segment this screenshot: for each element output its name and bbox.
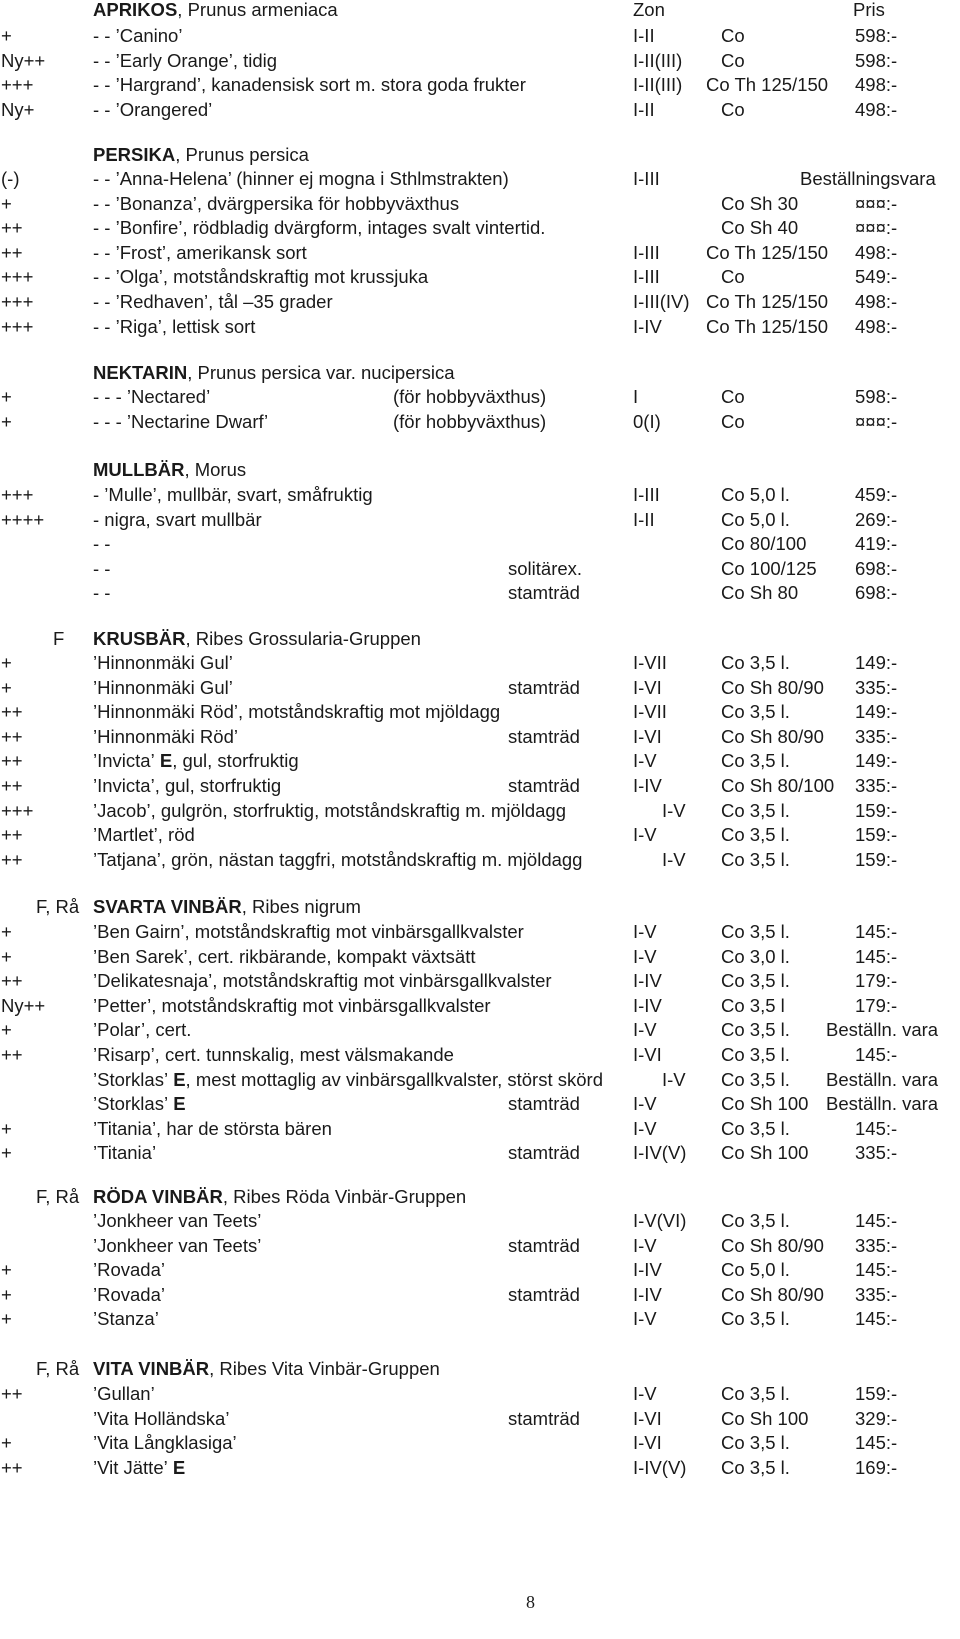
zone-value: I-IV(V) — [633, 1142, 687, 1164]
list-item — [0, 290, 960, 314]
container-size: Co 3,5 l. — [721, 1044, 790, 1065]
price: 598:- — [855, 25, 898, 46]
container-size: Co 3,5 l. — [721, 1308, 790, 1330]
price: 329:- — [855, 1407, 898, 1429]
section-title: MULLBÄR, Morus — [93, 459, 247, 480]
zone-value: I-III — [633, 266, 660, 288]
hardiness-mark: ++ — [1, 241, 23, 263]
hardiness-mark: (-) — [1, 168, 20, 189]
container-size: Co Sh 80/90 — [721, 725, 824, 747]
list-item — [0, 24, 960, 48]
zone-value: I-VI — [633, 1407, 662, 1429]
zone-value: I-III — [633, 168, 660, 189]
container-size: Co 3,5 l. — [721, 1432, 790, 1454]
hardiness-mark: + — [1, 25, 12, 46]
list-item — [0, 920, 960, 944]
list-item — [0, 1307, 960, 1331]
price: 419:- — [855, 533, 898, 555]
variety-name: - - ’Frost’, amerikansk sort — [93, 241, 307, 263]
section-prefix: F, Rå — [36, 896, 80, 917]
variety-note: stamträd — [508, 1283, 580, 1305]
variety-name: - - ’Early Orange’, tidig — [93, 49, 278, 71]
price: 335:- — [855, 725, 898, 747]
hardiness-mark: + — [1, 1019, 12, 1041]
list-item — [0, 315, 960, 339]
variety-note: solitärex. — [508, 557, 583, 579]
variety-name: ’Vita Långklasiga’ — [93, 1432, 237, 1454]
list-item — [0, 581, 960, 605]
list-item — [0, 483, 960, 507]
variety-note: stamträd — [508, 676, 580, 698]
page-number: 8 — [526, 1592, 535, 1612]
variety-name: - - ’Riga’, lettisk sort — [93, 315, 256, 337]
section-title: PERSIKA, Prunus persica — [93, 144, 309, 165]
zone-value: I-III — [633, 484, 660, 505]
zone-value: I-VI — [633, 1044, 662, 1065]
apricot-header-line — [0, 0, 960, 22]
variety-name: ’Storklas’ E — [93, 1093, 186, 1115]
zone-value: I-V(VI) — [633, 1210, 687, 1231]
section-title: RÖDA VINBÄR, Ribes Röda Vinbär-Gruppen — [93, 1186, 467, 1207]
container-size: Co Sh 80/90 — [721, 1283, 824, 1305]
variety-name: ’Petter’, motståndskraftig mot vinbärsgallkvalster — [93, 994, 491, 1016]
price: 498:- — [855, 315, 898, 337]
section-prefix: F, Rå — [36, 1186, 80, 1207]
list-item — [0, 1407, 960, 1431]
list-item — [0, 1209, 960, 1233]
list-item — [0, 557, 960, 581]
price: 145:- — [855, 945, 898, 967]
variety-note: (för hobbyväxthus) — [393, 410, 547, 432]
hardiness-mark: +++ — [1, 266, 34, 288]
variety-name: ’Storklas’ E, mest mottaglig av vinbärsgallkvalster, störst skörd — [93, 1068, 603, 1090]
variety-name: ’Tatjana’, grön, nästan taggfri, motståndskraftig m. mjöldagg — [93, 848, 583, 870]
price: Beställn. vara — [826, 1068, 939, 1090]
list-item — [0, 1283, 960, 1307]
variety-note: stamträd — [508, 1407, 580, 1429]
price: 498:- — [855, 74, 898, 96]
container-size: Co 3,5 l. — [721, 799, 790, 821]
price: 498:- — [855, 291, 898, 312]
variety-name: ’Ben Gairn’, motståndskraftig mot vinbärsgallkvalster — [93, 921, 524, 942]
hardiness-mark: Ny++ — [1, 994, 46, 1016]
price: 179:- — [855, 994, 898, 1016]
hardiness-mark: + — [1, 1432, 12, 1454]
price: 335:- — [855, 676, 898, 698]
price: 159:- — [855, 848, 898, 870]
section-header — [0, 1185, 960, 1209]
variety-name: ’Titania’ — [93, 1142, 157, 1164]
variety-note: stamträd — [508, 1142, 580, 1164]
zone-value: I-VI — [633, 1432, 662, 1454]
container-size: Co 5,0 l. — [721, 508, 790, 530]
variety-name: ’Hinnonmäki Röd’ — [93, 725, 238, 747]
variety-name: ’Jacob’, gulgrön, storfruktig, motståndskraftig m. mjöldagg — [93, 799, 566, 821]
hardiness-mark: ++ — [1, 1044, 23, 1065]
variety-name: ’Risarp’, cert. tunnskalig, mest välsmakande — [93, 1044, 454, 1065]
price: 159:- — [855, 1383, 898, 1404]
container-size: Co 3,5 l. — [721, 1210, 790, 1231]
container-size: Co 3,5 l. — [721, 848, 790, 870]
variety-name: ’Invicta’ E, gul, storfruktig — [93, 750, 299, 772]
variety-name: ’Stanza’ — [93, 1308, 159, 1330]
price: 179:- — [855, 970, 898, 992]
price: 698:- — [855, 557, 898, 579]
zone-value: I-V — [633, 1019, 657, 1041]
price: 598:- — [855, 49, 898, 71]
variety-note: stamträd — [508, 1093, 580, 1115]
variety-note: stamträd — [508, 1234, 580, 1256]
price: 159:- — [855, 824, 898, 846]
variety-name: - - ’Bonanza’, dvärgpersika för hobbyväxthus — [93, 192, 460, 214]
container-size: Co 3,5 l. — [721, 1019, 790, 1041]
zone-value: I-III(IV) — [633, 291, 690, 312]
variety-name: ’Gullan’ — [93, 1383, 155, 1404]
list-item — [0, 700, 960, 724]
container-size: Co 3,5 l. — [721, 1383, 790, 1404]
section-header — [0, 1357, 960, 1381]
price: 145:- — [855, 921, 898, 942]
variety-note: stamträd — [508, 582, 580, 604]
variety-note: stamträd — [508, 775, 580, 796]
zone-value: I-III — [633, 241, 660, 263]
section-title: VITA VINBÄR, Ribes Vita Vinbär-Gruppen — [93, 1358, 440, 1379]
hardiness-mark: ++ — [1, 217, 23, 239]
container-size: Co Th 125/150 — [706, 291, 829, 312]
price: ¤¤¤:- — [855, 217, 898, 239]
zone-value: I-II — [633, 508, 655, 530]
list-item — [0, 676, 960, 700]
variety-name: ’Invicta’, gul, storfruktig — [93, 775, 282, 796]
list-item — [0, 969, 960, 993]
section-title: NEKTARIN, Prunus persica var. nucipersica — [93, 362, 455, 383]
container-size: Co 3,5 l. — [721, 970, 790, 992]
hardiness-mark: + — [1, 1283, 12, 1305]
variety-name: - ’Mulle’, mullbär, svart, småfruktig — [93, 484, 373, 505]
container-size: Co Sh 100 — [721, 1142, 809, 1164]
price: 335:- — [855, 1283, 898, 1305]
list-item — [0, 98, 960, 122]
container-size: Co 3,5 l. — [721, 701, 790, 723]
section-title: APRIKOS, Prunus armeniaca — [93, 0, 338, 20]
container-size: Co — [721, 25, 745, 46]
list-item — [0, 385, 960, 409]
hardiness-mark: +++ — [1, 484, 34, 505]
hardiness-mark: + — [1, 1259, 12, 1281]
price: 145:- — [855, 1044, 898, 1065]
variety-name: ’Hinnonmäki Gul’ — [93, 652, 233, 673]
hardiness-mark: + — [1, 410, 12, 432]
list-item — [0, 1092, 960, 1116]
zone-value: I-II(III) — [633, 49, 683, 71]
hardiness-mark: + — [1, 1117, 12, 1139]
container-size: Co 100/125 — [721, 557, 817, 579]
container-size: Co — [721, 386, 745, 407]
hardiness-mark: +++ — [1, 799, 34, 821]
variety-name: - - ’Olga’, motståndskraftig mot krussjuka — [93, 266, 429, 288]
hardiness-mark: +++ — [1, 315, 34, 337]
zone-value: I-VI — [633, 676, 662, 698]
variety-name: ’Rovada’ — [93, 1259, 165, 1281]
container-size: Co Sh 30 — [721, 192, 799, 214]
section-header — [0, 458, 960, 482]
price: 149:- — [855, 652, 898, 673]
variety-name: - nigra, svart mullbär — [93, 508, 262, 530]
list-item — [0, 167, 960, 191]
zone-value: I-II — [633, 98, 655, 120]
hardiness-mark: + — [1, 1308, 12, 1330]
price: 169:- — [855, 1456, 898, 1478]
variety-name: ’Rovada’ — [93, 1283, 165, 1305]
list-item — [0, 1258, 960, 1282]
variety-name: - - ’Anna-Helena’ (hinner ej mogna i Sthlmstrakten) — [93, 168, 509, 189]
price: 498:- — [855, 241, 898, 263]
zone-value: I-V — [633, 1383, 657, 1404]
list-item — [0, 651, 960, 675]
container-size: Co 3,5 l. — [721, 1068, 790, 1090]
variety-name: - - - ’Nectared’ — [93, 386, 211, 407]
price: 145:- — [855, 1432, 898, 1454]
price: 149:- — [855, 750, 898, 772]
container-size: Co Th 125/150 — [706, 74, 829, 96]
price: 159:- — [855, 799, 898, 821]
section-header — [0, 627, 960, 651]
zone-value: I-V — [633, 921, 657, 942]
hardiness-mark: + — [1, 921, 12, 942]
variety-name: ’Jonkheer van Teets’ — [93, 1210, 262, 1231]
hardiness-mark: + — [1, 192, 12, 214]
section-prefix: F — [53, 628, 65, 649]
hardiness-mark: + — [1, 1142, 12, 1164]
zone-value: I-IV — [633, 1259, 662, 1281]
variety-name: - - ’Redhaven’, tål –35 grader — [93, 291, 333, 312]
list-item — [0, 265, 960, 289]
container-size: Co 5,0 l. — [721, 1259, 790, 1281]
variety-name: ’Ben Sarek’, cert. rikbärande, kompakt växtsätt — [93, 945, 476, 967]
zone-value: I-V — [633, 1234, 657, 1256]
hardiness-mark: + — [1, 676, 12, 698]
container-size: Co Sh 80/100 — [721, 775, 835, 796]
zone-value: I-V — [662, 799, 686, 821]
list-item — [0, 241, 960, 265]
list-item — [0, 945, 960, 969]
list-item — [0, 749, 960, 773]
hardiness-mark: ++ — [1, 750, 23, 772]
section-header — [0, 895, 960, 919]
hardiness-mark: Ny++ — [1, 49, 46, 71]
zone-value: I-V — [633, 1117, 657, 1139]
list-item — [0, 216, 960, 240]
price: Beställn. vara — [826, 1019, 939, 1041]
list-item — [0, 49, 960, 73]
zone-value: I — [633, 386, 639, 407]
variety-name: - - — [93, 582, 111, 604]
variety-name: - - ’Bonfire’, rödbladig dvärgform, intages svalt vintertid. — [93, 217, 546, 239]
zone-column-header: Zon — [633, 0, 665, 20]
hardiness-mark: ++ — [1, 824, 23, 846]
container-size: Co — [721, 98, 745, 120]
price: 145:- — [855, 1210, 898, 1231]
hardiness-mark: + — [1, 652, 12, 673]
variety-name: - - - ’Nectarine Dwarf’ — [93, 410, 269, 432]
variety-name: ’Jonkheer van Teets’ — [93, 1234, 262, 1256]
price: 598:- — [855, 386, 898, 407]
zone-value: I-V — [633, 1093, 657, 1115]
variety-name: ’Titania’, har de största bären — [93, 1117, 332, 1139]
price: 145:- — [855, 1117, 898, 1139]
variety-name: ’Polar’, cert. — [93, 1019, 192, 1041]
zone-value: I-V — [633, 1308, 657, 1330]
container-size: Co 3,5 l. — [721, 652, 790, 673]
variety-name: - - ’Orangered’ — [93, 98, 213, 120]
container-size: Co 3,5 l. — [721, 921, 790, 942]
section-header — [0, 143, 960, 167]
variety-name: ’Delikatesnaja’, motståndskraftig mot vinbärsgallkvalster — [93, 970, 552, 992]
hardiness-mark: + — [1, 386, 12, 407]
list-item — [0, 192, 960, 216]
variety-name: ’Vita Holländska’ — [93, 1407, 230, 1429]
variety-note: stamträd — [508, 725, 580, 747]
list-item — [0, 774, 960, 798]
container-size: Co 3,5 l. — [721, 1117, 790, 1139]
zone-value: I-V — [633, 945, 657, 967]
price: 335:- — [855, 1234, 898, 1256]
container-size: Co 3,5 l. — [721, 1456, 790, 1478]
zone-value: I-IV — [633, 994, 662, 1016]
hardiness-mark: ++ — [1, 701, 23, 723]
container-size: Co Th 125/150 — [706, 315, 829, 337]
hardiness-mark: +++ — [1, 74, 34, 96]
variety-name: - - ’Canino’ — [93, 25, 183, 46]
list-item — [0, 1117, 960, 1141]
hardiness-mark: Ny+ — [1, 98, 35, 120]
zone-value: I-IV — [633, 1283, 662, 1305]
price: 549:- — [855, 266, 898, 288]
price: 145:- — [855, 1259, 898, 1281]
list-item — [0, 725, 960, 749]
price: 698:- — [855, 582, 898, 604]
variety-note: (för hobbyväxthus) — [393, 386, 547, 407]
list-item — [0, 1141, 960, 1165]
list-item — [0, 1382, 960, 1406]
container-size: Co — [721, 266, 745, 288]
container-size: Co 80/100 — [721, 533, 807, 555]
list-item — [0, 848, 960, 872]
hardiness-mark: ++ — [1, 848, 23, 870]
zone-value: I-V — [633, 824, 657, 846]
section-title: KRUSBÄR, Ribes Grossularia-Gruppen — [93, 628, 421, 649]
price-column-header: Pris — [853, 0, 885, 20]
zone-value: I-VI — [633, 725, 662, 747]
variety-name: - - — [93, 557, 111, 579]
container-size: Co Sh 100 — [721, 1407, 809, 1429]
variety-name: ’Hinnonmäki Gul’ — [93, 676, 233, 698]
price: ¤¤¤:- — [855, 410, 898, 432]
variety-name: ’Vit Jätte’ E — [93, 1456, 186, 1478]
container-size: Co Th 125/150 — [706, 241, 829, 263]
price: 498:- — [855, 98, 898, 120]
variety-name: ’Martlet’, röd — [93, 824, 195, 846]
list-item — [0, 1234, 960, 1258]
price: 335:- — [855, 1142, 898, 1164]
price: 149:- — [855, 701, 898, 723]
hardiness-mark: ++ — [1, 775, 23, 796]
list-item — [0, 823, 960, 847]
variety-name: - - ’Hargrand’, kanadensisk sort m. stora goda frukter — [93, 74, 526, 96]
list-item — [0, 532, 960, 556]
price: 335:- — [855, 775, 898, 796]
list-item — [0, 1456, 960, 1480]
container-size: Co 3,5 l. — [721, 750, 790, 772]
price: Beställn. vara — [826, 1093, 939, 1115]
container-size: Co Sh 80 — [721, 582, 799, 604]
container-size: Co Sh 80/90 — [721, 1234, 824, 1256]
zone-value: 0(I) — [633, 410, 661, 432]
container-size: Co Sh 100 — [721, 1093, 809, 1115]
list-item — [0, 1431, 960, 1455]
list-item — [0, 508, 960, 532]
container-size: Co 3,5 l. — [721, 824, 790, 846]
zone-value: I-II — [633, 25, 655, 46]
list-item — [0, 799, 960, 823]
list-item — [0, 410, 960, 434]
container-size: Co — [721, 49, 745, 71]
hardiness-mark: +++ — [1, 291, 34, 312]
zone-value: I-V — [633, 750, 657, 772]
section-header — [0, 361, 960, 385]
hardiness-mark: ++ — [1, 1456, 23, 1478]
list-item — [0, 1043, 960, 1067]
zone-value: I-II(III) — [633, 74, 683, 96]
container-size: Co 3,0 l. — [721, 945, 790, 967]
hardiness-mark: ++++ — [1, 508, 45, 530]
container-size: Co 3,5 l — [721, 994, 785, 1016]
price: 459:- — [855, 484, 898, 505]
container-size: Co 5,0 l. — [721, 484, 790, 505]
section-prefix: F, Rå — [36, 1358, 80, 1379]
hardiness-mark: ++ — [1, 725, 23, 747]
hardiness-mark: ++ — [1, 1383, 23, 1404]
price: 145:- — [855, 1308, 898, 1330]
container-size: Co Sh 40 — [721, 217, 799, 239]
list-item — [0, 73, 960, 97]
zone-value: I-IV — [633, 315, 662, 337]
zone-value: I-V — [662, 1068, 686, 1090]
container-size: Co Sh 80/90 — [721, 676, 824, 698]
variety-name: - - — [93, 533, 111, 555]
list-item — [0, 1068, 960, 1092]
price: 269:- — [855, 508, 898, 530]
list-item — [0, 994, 960, 1018]
zone-value: I-IV — [633, 970, 662, 992]
variety-name: ’Hinnonmäki Röd’, motståndskraftig mot mjöldagg — [93, 701, 501, 723]
hardiness-mark: ++ — [1, 970, 23, 992]
zone-value: I-IV — [633, 775, 662, 796]
list-item — [0, 1018, 960, 1042]
zone-value: I-IV(V) — [633, 1456, 687, 1478]
section-title: SVARTA VINBÄR, Ribes nigrum — [93, 896, 361, 917]
price: ¤¤¤:- — [855, 192, 898, 214]
hardiness-mark: + — [1, 945, 12, 967]
container-size: Co — [721, 410, 745, 432]
zone-value: I-V — [662, 848, 686, 870]
price: Beställningsvara — [800, 168, 936, 189]
zone-value: I-VII — [633, 652, 667, 673]
zone-value: I-VII — [633, 701, 667, 723]
